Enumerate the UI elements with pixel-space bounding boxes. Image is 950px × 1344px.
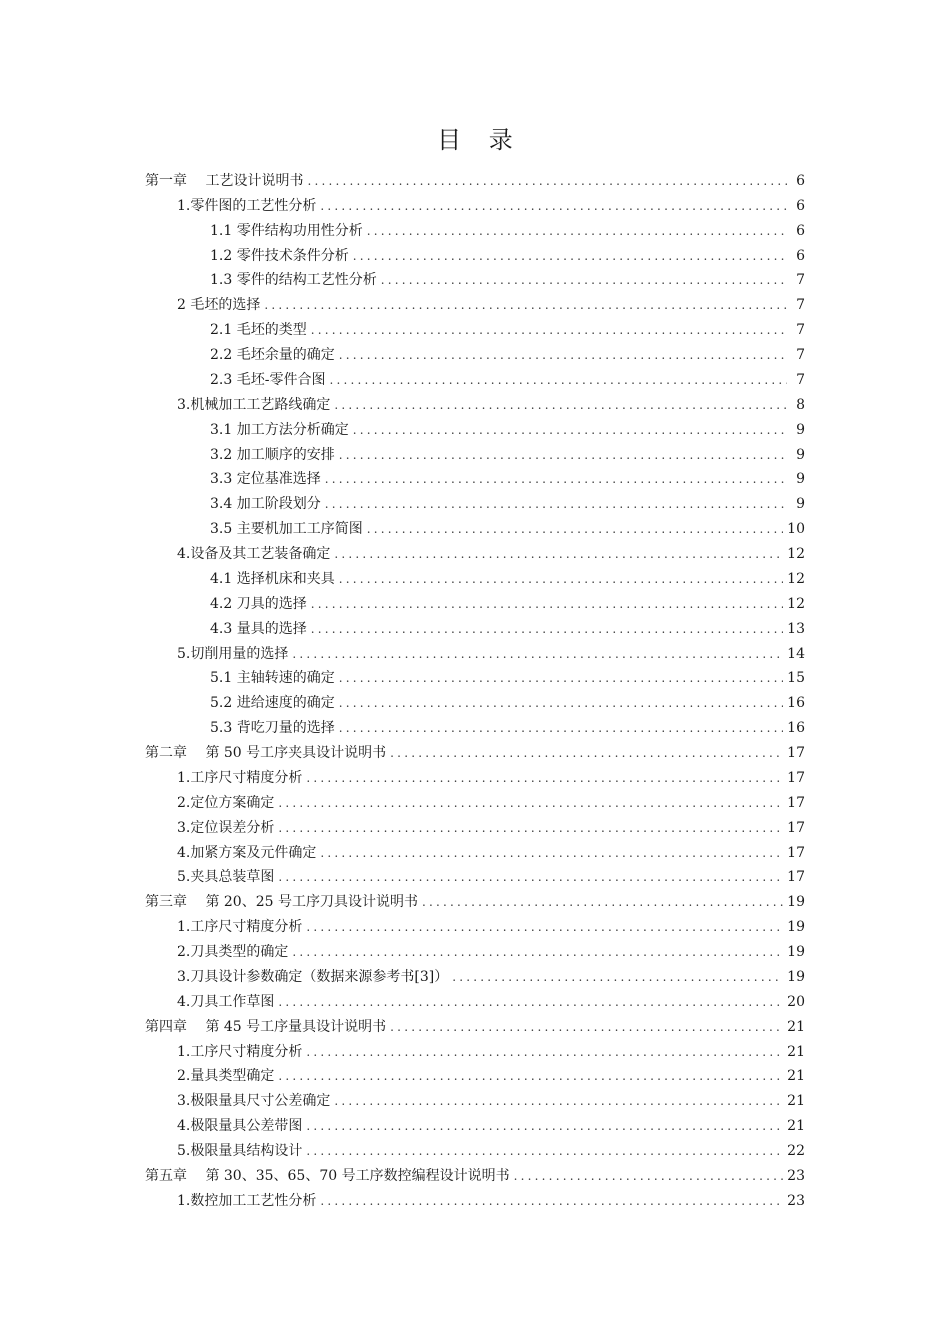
toc-entry-title: 3.定位误差分析 bbox=[177, 819, 275, 836]
toc-entry-page-number: 21 bbox=[787, 1018, 805, 1035]
toc-entry-title: 第五章 第 30、35、65、70 号工序数控编程设计说明书 bbox=[145, 1167, 510, 1184]
dot-leader bbox=[334, 1092, 783, 1110]
dot-leader bbox=[334, 396, 787, 414]
toc-entry-page-number: 12 bbox=[787, 546, 805, 562]
dot-leader bbox=[307, 172, 787, 190]
dot-leader bbox=[311, 595, 783, 613]
toc-entry-page-number: 20 bbox=[787, 993, 805, 1010]
toc-entry[interactable] bbox=[145, 439, 805, 464]
toc-entry[interactable] bbox=[145, 737, 805, 762]
toc-entry[interactable] bbox=[145, 339, 805, 364]
toc-entry[interactable] bbox=[145, 265, 805, 290]
toc-entry-title: 4.设备及其工艺装备确定 bbox=[177, 546, 331, 562]
toc-entry-page-number: 21 bbox=[787, 1043, 805, 1060]
toc-entry-page-number: 19 bbox=[787, 944, 805, 960]
toc-entry-title: 1.工序尺寸精度分析 bbox=[177, 1043, 303, 1060]
dot-leader bbox=[278, 1067, 783, 1085]
dot-leader bbox=[278, 794, 783, 812]
dot-leader bbox=[390, 1018, 783, 1036]
dot-leader bbox=[514, 1167, 784, 1185]
toc-entry-page-number: 7 bbox=[796, 371, 805, 388]
dot-leader bbox=[339, 346, 787, 364]
toc-entry-title: 3.机械加工工艺路线确定 bbox=[177, 396, 331, 413]
toc-entry-title: 5.夹具总装草图 bbox=[177, 869, 275, 886]
dot-leader bbox=[292, 645, 783, 663]
toc-entry-title: 4.极限量具公差带图 bbox=[177, 1118, 303, 1135]
toc-entry[interactable] bbox=[145, 886, 805, 911]
toc-entry-title: 第三章 第 20、25 号工序刀具设计说明书 bbox=[145, 894, 418, 911]
toc-entry-page-number: 6 bbox=[796, 197, 805, 214]
toc-entry-title: 2.1 毛坯的类型 bbox=[210, 322, 307, 339]
toc-entry[interactable] bbox=[145, 1011, 805, 1036]
toc-entry-page-number: 21 bbox=[787, 1068, 805, 1085]
toc-entry[interactable] bbox=[145, 1135, 805, 1160]
dot-leader bbox=[353, 421, 787, 439]
toc-entry-page-number: 8 bbox=[796, 396, 805, 413]
toc-entry-title: 3.刀具设计参数确定（数据来源参考书[3]） bbox=[177, 968, 449, 985]
dot-leader bbox=[306, 1117, 783, 1135]
toc-entry[interactable] bbox=[145, 1160, 805, 1185]
toc-entry-page-number: 10 bbox=[787, 521, 805, 538]
toc-entry-page-number: 7 bbox=[796, 297, 805, 314]
page-title: 目 录 bbox=[437, 126, 523, 154]
toc-entry-title: 5.切削用量的选择 bbox=[177, 645, 289, 662]
toc-entry-title: 3.4 加工阶段划分 bbox=[210, 496, 321, 513]
toc-entry-page-number: 14 bbox=[787, 645, 805, 662]
toc-entry-title: 1.1 零件结构功用性分析 bbox=[210, 222, 363, 239]
dot-leader bbox=[278, 819, 783, 837]
dot-leader bbox=[325, 495, 787, 513]
toc-entry-title: 3.1 加工方法分析确定 bbox=[210, 421, 349, 438]
toc-entry-title: 3.3 定位基准选择 bbox=[210, 471, 321, 488]
toc-entry-page-number: 22 bbox=[787, 1143, 805, 1159]
dot-leader bbox=[292, 943, 783, 961]
toc-entry-page-number: 21 bbox=[787, 1118, 805, 1135]
toc-entry-title: 1.2 零件技术条件分析 bbox=[210, 247, 349, 264]
toc-entry-title: 1.数控加工工艺性分析 bbox=[177, 1192, 317, 1209]
toc-entry-title: 1.工序尺寸精度分析 bbox=[177, 769, 303, 786]
toc-entry-page-number: 9 bbox=[796, 446, 805, 463]
toc-entry[interactable] bbox=[145, 240, 805, 265]
toc-entry-page-number: 23 bbox=[787, 1192, 805, 1209]
toc-entry[interactable] bbox=[145, 1185, 805, 1210]
toc-entry-title: 2.刀具类型的确定 bbox=[177, 944, 289, 960]
toc-entry-page-number: 6 bbox=[796, 247, 805, 264]
toc-entry-page-number: 9 bbox=[796, 496, 805, 513]
dot-leader bbox=[306, 1142, 783, 1160]
toc-entry[interactable] bbox=[145, 986, 805, 1011]
toc-entry-title: 2.2 毛坯余量的确定 bbox=[210, 347, 335, 363]
toc-entry-title: 5.极限量具结构设计 bbox=[177, 1143, 303, 1159]
toc-entry-page-number: 21 bbox=[787, 1093, 805, 1110]
dot-leader bbox=[306, 1043, 783, 1061]
toc-entry-title: 5.2 进给速度的确定 bbox=[210, 695, 335, 712]
toc-entry[interactable] bbox=[145, 190, 805, 215]
toc-entry-title: 4.加紧方案及元件确定 bbox=[177, 844, 317, 861]
toc-entry[interactable] bbox=[145, 1085, 805, 1110]
dot-leader bbox=[339, 719, 783, 737]
dot-leader bbox=[278, 868, 783, 886]
toc-entry-title: 第一章 工艺设计说明书 bbox=[145, 172, 304, 189]
toc-entry[interactable] bbox=[145, 165, 805, 190]
toc-entry-page-number: 12 bbox=[787, 595, 805, 612]
toc-entry[interactable] bbox=[145, 936, 805, 961]
dot-leader bbox=[339, 694, 783, 712]
toc-entry-page-number: 17 bbox=[787, 794, 805, 811]
toc-entry[interactable] bbox=[145, 812, 805, 837]
toc-entry[interactable] bbox=[145, 289, 805, 314]
dot-leader bbox=[320, 1192, 783, 1210]
dot-leader bbox=[367, 222, 787, 240]
dot-leader bbox=[325, 470, 787, 488]
toc-entry[interactable] bbox=[145, 961, 805, 986]
toc-entry[interactable] bbox=[145, 712, 805, 737]
toc-entry-title: 5.1 主轴转速的确定 bbox=[210, 670, 335, 687]
toc-entry-page-number: 19 bbox=[787, 894, 805, 911]
toc-entry-page-number: 17 bbox=[787, 745, 805, 761]
toc-entry[interactable] bbox=[145, 464, 805, 489]
toc-entry-title: 3.5 主要机加工工序简图 bbox=[210, 521, 363, 538]
toc-entry-title: 4.刀具工作草图 bbox=[177, 993, 275, 1010]
dot-leader bbox=[339, 669, 783, 687]
dot-leader bbox=[353, 247, 787, 265]
toc-entry-page-number: 23 bbox=[787, 1167, 805, 1184]
toc-entry-title: 1.3 零件的结构工艺性分析 bbox=[210, 272, 377, 289]
toc-entry[interactable] bbox=[145, 364, 805, 389]
toc-entry-page-number: 15 bbox=[787, 670, 805, 687]
table-of-contents bbox=[145, 165, 805, 1210]
toc-entry-page-number: 6 bbox=[796, 172, 805, 189]
toc-entry[interactable] bbox=[145, 638, 805, 663]
toc-entry-title: 4.2 刀具的选择 bbox=[210, 595, 307, 612]
toc-entry-page-number: 12 bbox=[787, 570, 805, 587]
toc-entry-title: 4.3 量具的选择 bbox=[210, 620, 307, 637]
toc-entry-page-number: 16 bbox=[787, 695, 805, 712]
toc-entry[interactable] bbox=[145, 862, 805, 887]
dot-leader bbox=[390, 744, 783, 762]
dot-leader bbox=[381, 271, 787, 289]
dot-leader bbox=[339, 570, 783, 588]
toc-entry[interactable] bbox=[145, 215, 805, 240]
toc-entry-title: 第四章 第 45 号工序量具设计说明书 bbox=[145, 1018, 387, 1035]
dot-leader bbox=[320, 197, 787, 215]
toc-entry[interactable] bbox=[145, 911, 805, 936]
toc-entry-title: 3.2 加工顺序的安排 bbox=[210, 446, 335, 463]
toc-entry-page-number: 16 bbox=[787, 720, 805, 737]
toc-entry-title: 5.3 背吃刀量的选择 bbox=[210, 720, 335, 737]
toc-entry-title: 2 毛坯的选择 bbox=[177, 297, 261, 314]
toc-entry-title: 4.1 选择机床和夹具 bbox=[210, 570, 335, 587]
toc-entry-title: 2.3 毛坯-零件合图 bbox=[210, 371, 326, 388]
toc-entry[interactable] bbox=[145, 389, 805, 414]
toc-entry-page-number: 6 bbox=[796, 222, 805, 239]
dot-leader bbox=[264, 296, 787, 314]
dot-leader bbox=[329, 371, 787, 389]
toc-entry-title: 3.极限量具尺寸公差确定 bbox=[177, 1093, 331, 1110]
toc-entry-page-number: 19 bbox=[787, 968, 805, 985]
toc-entry[interactable] bbox=[145, 613, 805, 638]
toc-entry-page-number: 7 bbox=[796, 272, 805, 289]
toc-entry-page-number: 7 bbox=[796, 347, 805, 363]
toc-entry-page-number: 17 bbox=[787, 769, 805, 786]
dot-leader bbox=[339, 446, 787, 464]
dot-leader bbox=[334, 545, 783, 563]
toc-entry[interactable] bbox=[145, 488, 805, 513]
toc-entry-title: 2.量具类型确定 bbox=[177, 1068, 275, 1085]
toc-entry-page-number: 7 bbox=[796, 322, 805, 339]
toc-entry-title: 1.零件图的工艺性分析 bbox=[177, 197, 317, 214]
toc-entry[interactable] bbox=[145, 513, 805, 538]
dot-leader bbox=[422, 893, 783, 911]
toc-entry-page-number: 17 bbox=[787, 819, 805, 836]
toc-entry[interactable] bbox=[145, 1110, 805, 1135]
toc-entry[interactable] bbox=[145, 663, 805, 688]
dot-leader bbox=[278, 993, 783, 1011]
toc-entry-page-number: 19 bbox=[787, 919, 805, 936]
dot-leader bbox=[306, 769, 783, 787]
toc-entry-title: 2.定位方案确定 bbox=[177, 794, 275, 811]
toc-entry-title: 第二章 第 50 号工序夹具设计说明书 bbox=[145, 745, 387, 761]
dot-leader bbox=[452, 968, 783, 986]
toc-entry[interactable] bbox=[145, 1036, 805, 1061]
dot-leader bbox=[311, 620, 783, 638]
toc-entry[interactable] bbox=[145, 687, 805, 712]
toc-entry[interactable] bbox=[145, 538, 805, 563]
dot-leader bbox=[320, 844, 783, 862]
toc-entry-page-number: 17 bbox=[787, 869, 805, 886]
toc-entry[interactable] bbox=[145, 837, 805, 862]
toc-entry[interactable] bbox=[145, 414, 805, 439]
toc-entry[interactable] bbox=[145, 588, 805, 613]
dot-leader bbox=[367, 520, 783, 538]
toc-entry-page-number: 9 bbox=[796, 471, 805, 488]
toc-entry-page-number: 17 bbox=[787, 844, 805, 861]
toc-entry-title: 1.工序尺寸精度分析 bbox=[177, 919, 303, 936]
dot-leader bbox=[306, 918, 783, 936]
toc-entry[interactable] bbox=[145, 563, 805, 588]
toc-entry[interactable] bbox=[145, 314, 805, 339]
toc-entry-page-number: 13 bbox=[787, 620, 805, 637]
toc-entry-page-number: 9 bbox=[796, 421, 805, 438]
toc-entry[interactable] bbox=[145, 787, 805, 812]
toc-entry[interactable] bbox=[145, 762, 805, 787]
dot-leader bbox=[311, 321, 787, 339]
toc-entry[interactable] bbox=[145, 1061, 805, 1086]
